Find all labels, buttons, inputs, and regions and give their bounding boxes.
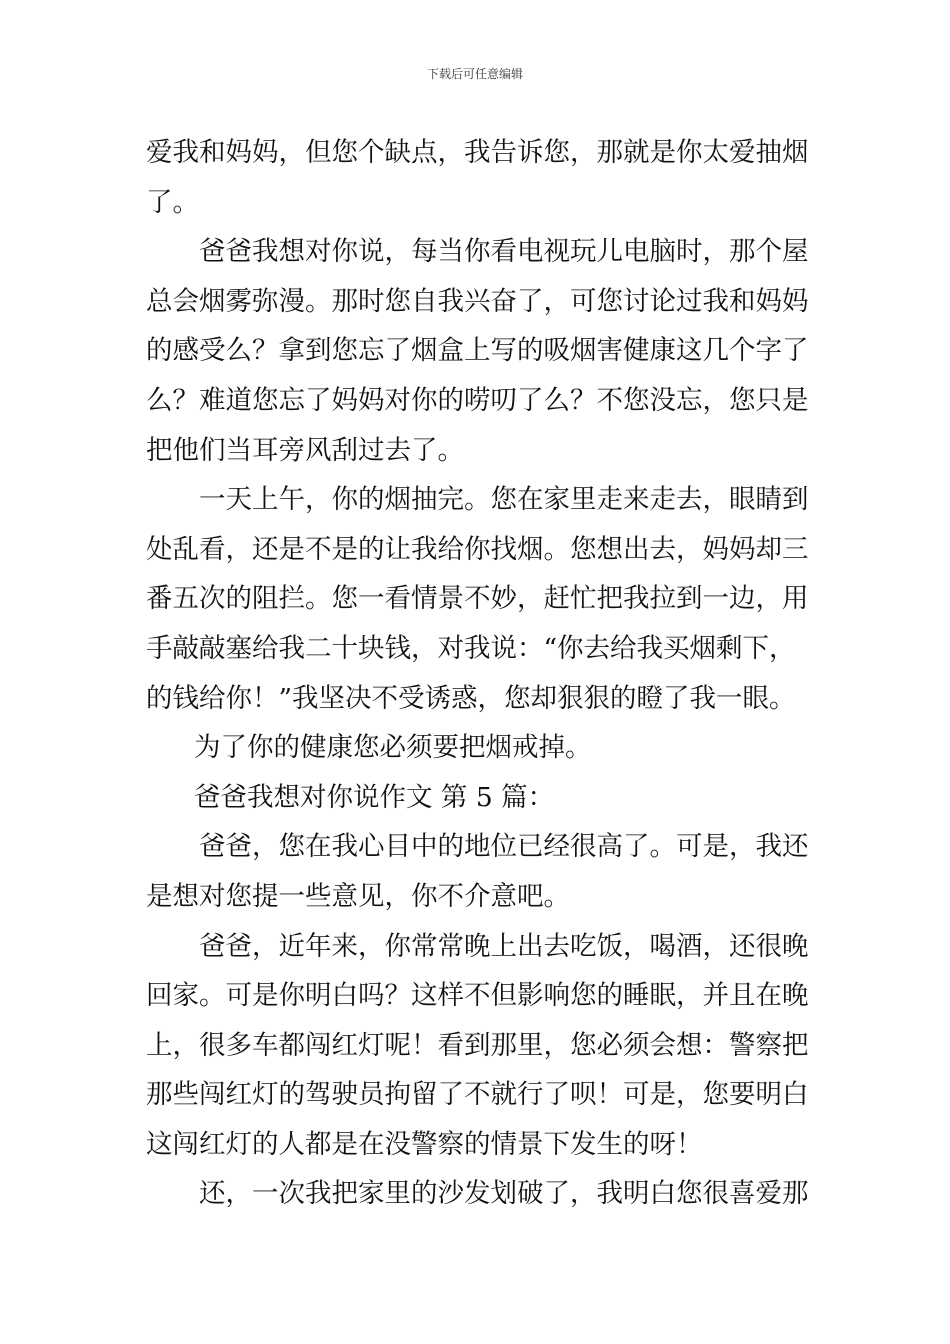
text-line: 处乱看，还是不是的让我给你找烟。您想出去，妈妈却三 xyxy=(146,533,809,565)
text-line: 番五次的阻拦。您一看情景不妙，赶忙把我拉到一边，用 xyxy=(146,583,809,615)
page-header: 下载后可任意编辑 xyxy=(426,67,523,81)
text-line: 的钱给你！”我坚决不受诱惑，您却狠狠的瞪了我一眼。 xyxy=(146,682,796,714)
text-line: 把他们当耳旁风刮过去了。 xyxy=(146,434,464,466)
text-line: 了。 xyxy=(146,186,199,218)
text-line: 那些闯红灯的驾驶员拘留了不就行了呗！可是，您要明白 xyxy=(146,1079,809,1111)
text-line: 的感受么？拿到您忘了烟盒上写的吸烟害健康这几个字了 xyxy=(146,335,809,367)
text-line: 爸爸，近年来，你常常晚上出去吃饭，喝酒，还很晚 xyxy=(199,930,809,962)
text-line: 一天上午，你的烟抽完。您在家里走来走去，眼睛到 xyxy=(199,484,809,516)
text-line: 这闯红灯的人都是在没警察的情景下发生的呀！ xyxy=(146,1128,703,1160)
text-line: 爸爸我想对你说，每当你看电视玩儿电脑时，那个屋 xyxy=(199,236,809,268)
document-body xyxy=(146,128,810,1219)
text-line: 总会烟雾弥漫。那时您自我兴奋了，可您讨论过我和妈妈 xyxy=(146,285,809,317)
text-line: 是想对您提一些意见，你不介意吧。 xyxy=(146,880,570,912)
text-line: 还，一次我把家里的沙发划破了，我明白您很喜爱那 xyxy=(199,1178,809,1210)
text-line: 手敲敲塞给我二十块钱，对我说：“你去给我买烟剩下， xyxy=(146,632,796,664)
text-line: 么？难道您忘了妈妈对你的唠叨了么？不您没忘，您只是 xyxy=(146,384,809,416)
text-line: 上，很多车都闯红灯呢！看到那里，您必须会想：警察把 xyxy=(146,1029,809,1061)
text-line: 回家。可是你明白吗？这样不但影响您的睡眠，并且在晚 xyxy=(146,980,809,1012)
text-line: 爱我和妈妈，但您个缺点，我告诉您，那就是你太爱抽烟 xyxy=(146,137,809,168)
text-line: 爸爸，您在我心目中的地位已经很高了。可是，我还 xyxy=(199,831,809,863)
section-heading: 爸爸我想对你说作文 第 5 篇： xyxy=(194,781,555,813)
text-line: 为了你的健康您必须要把烟戒掉。 xyxy=(194,732,592,764)
